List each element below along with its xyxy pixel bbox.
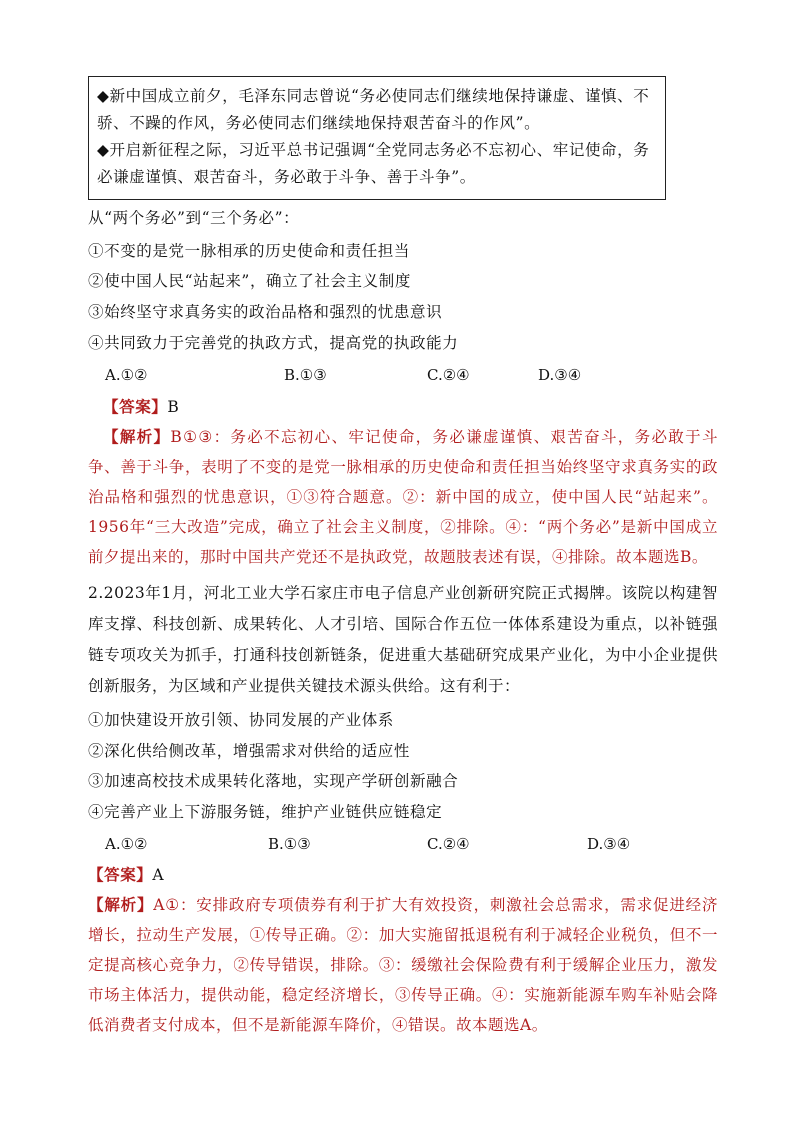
q1-stem: 从“两个务必”到“三个务必”： xyxy=(88,209,300,227)
q2-item-2: ②深化供给侧改革，增强需求对供给的适应性 xyxy=(88,742,411,760)
q2-item-4: ④完善产业上下游服务链，维护产业链供应链稳定 xyxy=(88,803,443,821)
q1-option-d: D.③④ xyxy=(538,366,582,384)
q1-option-c: C.②④ xyxy=(427,366,470,384)
q2-option-d: D.③④ xyxy=(587,835,631,853)
q2-option-a: A.①② xyxy=(105,835,148,853)
q1-item-4: ④共同致力于完善党的执政方式，提高党的执政能力 xyxy=(88,334,459,352)
q2-option-c: C.②④ xyxy=(427,835,470,853)
q2-item-3: ③加速高校技术成果转化落地，实现产学研创新融合 xyxy=(88,772,459,790)
q2-analysis xyxy=(88,890,718,1040)
q2-answer xyxy=(88,865,728,885)
q1-analysis xyxy=(88,422,718,572)
q2-answer-tag: 【答案】 xyxy=(88,865,153,884)
q2-analysis-tag: 【解析】 xyxy=(88,895,154,914)
q2-options xyxy=(88,835,728,855)
q2-analysis-text: A①：安排政府专项债券有利于扩大有效投资，刺激社会总需求，需求促进经济增长，拉动生产发展，①传导正确。②：加大实施留抵退税有利于减轻企业税负，但不一定提高核心竞争力，②传导错误，排除。③：缓缴社会保险费有利于缓解企业压力，激发市场主体活力，提供动能，稳定经济增长，③传导正确。④：实施新能源车购车补贴会降低消费者支付成本，但不是新能源车降价，④错误。故本题选A。 xyxy=(88,896,718,1034)
quote-paragraph-1: ◆新中国成立前夕，毛泽东同志曾说“务必使同志们继续地保持谦虚、谨慎、不骄、不躁的作风，务必使同志们继续地保持艰苦奋斗的作风”。 xyxy=(97,87,650,132)
q1-answer-value: B xyxy=(167,398,180,416)
q1-answer xyxy=(103,397,743,417)
q2-answer-value: A xyxy=(152,866,165,884)
q2-stem: 2.2023年1月，河北工业大学石家庄市电子信息产业创新研究院正式揭牌。该院以构建智库支撑、科技创新、成果转化、人才引培、国际合作五位一体体系建设为重点，以补链强链专项攻关为抓手，打通科技创新链条，促进重大基础研究成果产业化，为中小企业提供创新服务，为区域和产业提供关键技术源头供给。这有利于： xyxy=(88,584,718,695)
q2-option-b: B.①③ xyxy=(268,835,311,853)
q1-analysis-tag: 【解析】 xyxy=(103,427,171,446)
q1-options xyxy=(88,366,728,386)
q1-option-a: A.①② xyxy=(105,366,148,384)
quote-box xyxy=(88,76,666,200)
q1-answer-tag: 【答案】 xyxy=(103,397,168,416)
q1-item-1b: ①不变的是党一脉相承的历史使命和责任担当 xyxy=(88,242,411,260)
q1-item-2: ②使中国人民“站起来”，确立了社会主义制度 xyxy=(88,271,728,291)
q1-item-3: ③始终坚守求真务实的政治品格和强烈的忧患意识 xyxy=(88,303,443,321)
quote-paragraph-2: ◆开启新征程之际，习近平总书记强调“全党同志务必不忘初心、牢记使命，务必谦虚谨慎、艰苦奋斗，务必敢于斗争、善于斗争”。 xyxy=(97,141,650,186)
q1-analysis-text: B①③：务必不忘初心、牢记使命，务必谦虚谨慎、艰苦奋斗，务必敢于斗争、善于斗争，表明了不变的是党一脉相承的历史使命和责任担当始终坚守求真务实的政治品格和强烈的忧患意识，①③符合题意。②：新中国的成立，使中国人民“站起来”。1956年“三大改造”完成，确立了社会主义制度，②排除。④：“两个务必”是新中国成立前夕提出来的，那时中国共产党还不是执政党，故题肢表述有误，④排除。故本题选B。 xyxy=(88,428,718,566)
q2-item-1: ①加快建设开放引领、协同发展的产业体系 xyxy=(88,711,394,729)
q1-option-b: B.①③ xyxy=(284,366,327,384)
